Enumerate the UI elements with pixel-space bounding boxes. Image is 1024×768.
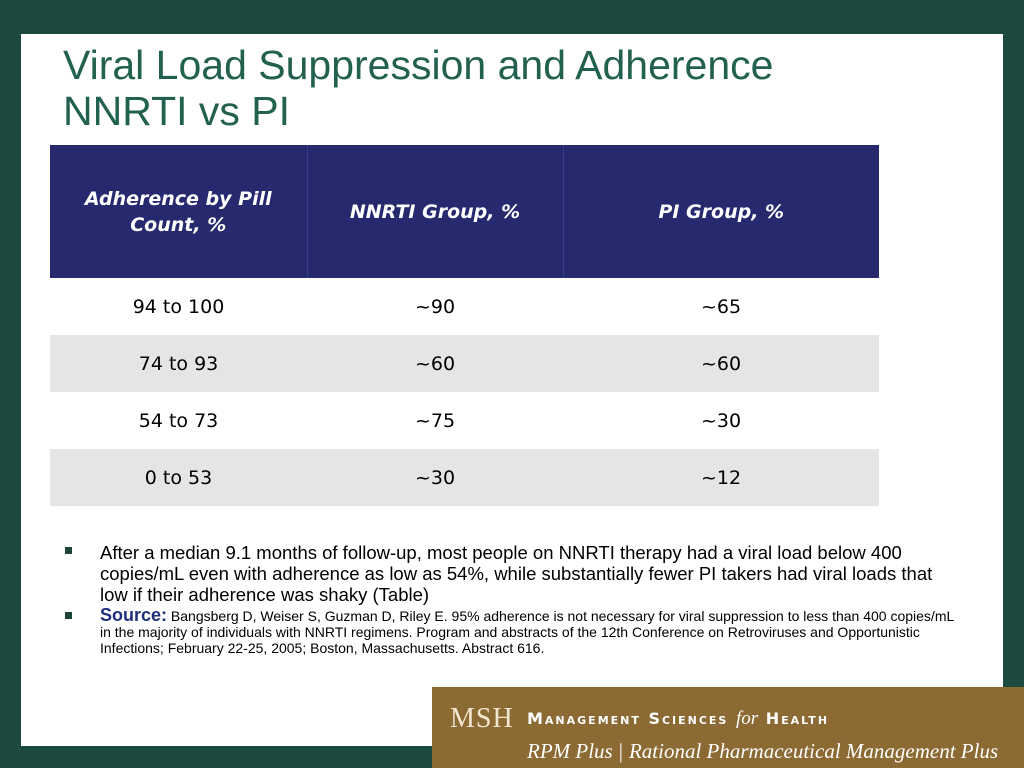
tagline-rpm: RPM Plus [527,739,613,763]
cell-pi: ~60 [563,335,879,392]
cell-adherence: 74 to 93 [50,335,307,392]
title-line-2: NNRTI vs PI [63,88,291,134]
cell-pi: ~12 [563,449,879,506]
adherence-table [50,145,879,506]
cell-adherence: 94 to 100 [50,278,307,335]
bullet-list [65,542,965,656]
title-line-1: Viral Load Suppression and Adherence [63,42,774,88]
cell-nnrti: ~30 [307,449,563,506]
org-name-for: for [735,708,759,729]
header-nnrti: NNRTI Group, % [307,145,563,278]
org-name-end: Health [765,709,830,728]
org-name-main: Management Sciences [527,709,729,728]
tagline-separator: | [618,739,623,763]
program-tagline [527,739,998,764]
table-row [50,335,879,392]
table-row [50,449,879,506]
header-adherence: Adherence by Pill Count, % [50,145,307,278]
bullet-finding [65,542,965,605]
table-header-row [50,145,879,278]
cell-nnrti: ~60 [307,335,563,392]
bullet-source [65,607,965,656]
table-row [50,278,879,335]
bullet-finding-text: After a median 9.1 months of follow-up, most people on NNRTI therapy had a viral load below 400 copies/mL even with adherence as low as 54%, while substantially fewer PI takers had viral loads that low if their adherence was shaky (Table) [100,542,933,605]
cell-adherence: 54 to 73 [50,392,307,449]
cell-pi: ~65 [563,278,879,335]
source-citation: Bangsberg D, Weiser S, Guzman D, Riley E. 95% adherence is not necessary for viral suppression to less than 400 copies/mL in the majority of individuals with NNRTI regimens. Program and abstracts of the 12th Conference on Retroviruses and Opportunistic Infections; February 22-25, 2005; Boston, Massachusetts. Abstract 616. [100,608,954,656]
msh-logo: MSH [450,703,514,734]
footer-banner [432,687,1024,768]
cell-nnrti: ~75 [307,392,563,449]
organization-name [527,708,829,730]
table-row [50,392,879,449]
tagline-full: Rational Pharmaceutical Management Plus [628,739,999,763]
header-pi: PI Group, % [563,145,879,278]
square-bullet-icon [65,612,72,619]
cell-nnrti: ~90 [307,278,563,335]
cell-adherence: 0 to 53 [50,449,307,506]
slide-title [63,42,773,134]
slide [21,34,1003,746]
source-label: Source: [100,605,168,625]
cell-pi: ~30 [563,392,879,449]
square-bullet-icon [65,547,72,554]
